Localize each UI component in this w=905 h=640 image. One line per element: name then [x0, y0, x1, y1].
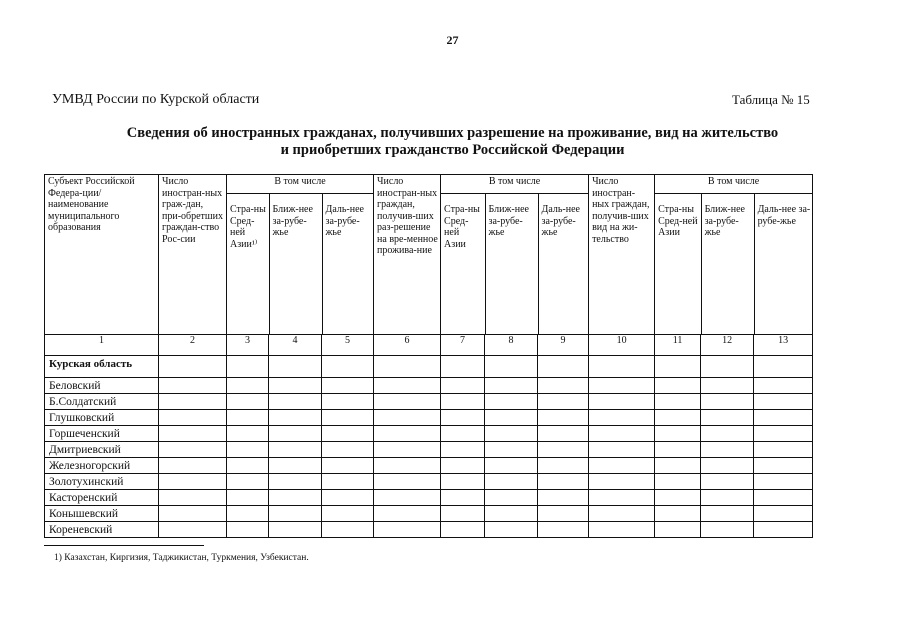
- column-number: 11: [655, 335, 701, 356]
- group-header-citizenship: [227, 175, 374, 335]
- sub-header-far-abroad: Даль-нее за-рубе-жье: [322, 194, 374, 334]
- table-cell: [374, 490, 441, 506]
- table-row: [45, 522, 813, 538]
- group-label: В том числе: [441, 175, 588, 194]
- table-cell: [538, 506, 589, 522]
- table-cell: [374, 474, 441, 490]
- organization-name: УМВД России по Курской области: [52, 92, 260, 107]
- table-cell: [538, 378, 589, 394]
- table-cell: [589, 522, 655, 538]
- table-cell: [441, 474, 485, 490]
- region-row: [45, 356, 813, 378]
- table-row: [45, 490, 813, 506]
- table-cell: [754, 522, 813, 538]
- table-cell: [227, 474, 269, 490]
- table-cell: [589, 426, 655, 442]
- table-cell: [322, 356, 374, 378]
- table-cell: [374, 442, 441, 458]
- table-cell: [227, 522, 269, 538]
- table-cell: [538, 394, 589, 410]
- table-cell: [485, 410, 538, 426]
- group-header-residence-permit: [655, 175, 813, 335]
- district-name: Горшеченский: [45, 426, 159, 442]
- table-cell: [655, 426, 701, 442]
- table-number: Таблица № 15: [732, 92, 810, 107]
- table-row: [45, 394, 813, 410]
- table-row: [45, 474, 813, 490]
- col10-header: Число иностран-ных граждан, получив-ших вид на жи-тельство: [589, 175, 655, 335]
- table-cell: [159, 410, 227, 426]
- column-number-row: [45, 335, 813, 356]
- footnote-divider: [44, 545, 204, 546]
- table-cell: [538, 410, 589, 426]
- table-cell: [441, 356, 485, 378]
- table-cell: [322, 378, 374, 394]
- sub-header-central-asia: Стра-ны Сред-ней Азии: [658, 204, 698, 238]
- sub-header-far-abroad: Даль-нее за-рубе-жье: [538, 194, 589, 334]
- sub-header-far-abroad: Даль-нее за-рубе-жье: [754, 194, 813, 334]
- table-cell: [441, 506, 485, 522]
- table-row: [45, 458, 813, 474]
- region-name: Курская область: [45, 356, 159, 378]
- table-cell: [159, 490, 227, 506]
- table-cell: [269, 522, 322, 538]
- table-cell: [701, 442, 754, 458]
- table-cell: [754, 356, 813, 378]
- district-name: Дмитриевский: [45, 442, 159, 458]
- table-cell: [701, 458, 754, 474]
- table-cell: [655, 442, 701, 458]
- table-cell: [701, 522, 754, 538]
- table-cell: [269, 378, 322, 394]
- table-cell: [441, 442, 485, 458]
- table-cell: [485, 522, 538, 538]
- table-cell: [754, 490, 813, 506]
- table-cell: [374, 458, 441, 474]
- table-cell: [269, 506, 322, 522]
- table-cell: [701, 506, 754, 522]
- column-number: 10: [589, 335, 655, 356]
- table-cell: [269, 474, 322, 490]
- table-cell: [754, 442, 813, 458]
- table-cell: [322, 394, 374, 410]
- table-cell: [754, 394, 813, 410]
- column-number: 6: [374, 335, 441, 356]
- table-cell: [269, 356, 322, 378]
- table-cell: [159, 442, 227, 458]
- table-cell: [655, 378, 701, 394]
- district-name: Б.Солдатский: [45, 394, 159, 410]
- sub-header-near-abroad: Ближ-нее за-рубе-жье: [701, 194, 754, 334]
- table-cell: [322, 506, 374, 522]
- table-cell: [538, 426, 589, 442]
- table-cell: [538, 356, 589, 378]
- district-rows: [45, 378, 813, 538]
- table-cell: [655, 490, 701, 506]
- table-cell: [754, 410, 813, 426]
- footnote: 1) Казахстан, Киргизия, Таджикистан, Туркмения, Узбекистан.: [54, 553, 309, 563]
- table-cell: [441, 522, 485, 538]
- table-cell: [227, 410, 269, 426]
- table-cell: [159, 458, 227, 474]
- table-cell: [159, 356, 227, 378]
- column-number: 9: [538, 335, 589, 356]
- table-cell: [754, 458, 813, 474]
- table-cell: [159, 522, 227, 538]
- table-cell: [227, 442, 269, 458]
- table-cell: [485, 378, 538, 394]
- table-cell: [538, 522, 589, 538]
- title-line-2: и приобретших гражданство Российской Федерации: [280, 142, 625, 158]
- sub-header-near-abroad: Ближ-нее за-рубе-жье: [269, 194, 322, 334]
- column-number: 8: [485, 335, 538, 356]
- group-label: В том числе: [227, 175, 373, 194]
- district-name: Конышевский: [45, 506, 159, 522]
- table-cell: [589, 356, 655, 378]
- table-cell: [441, 490, 485, 506]
- table-cell: [227, 356, 269, 378]
- table-cell: [322, 522, 374, 538]
- group-header-temporary-residence: [441, 175, 589, 335]
- table-cell: [322, 458, 374, 474]
- district-name: Железногорский: [45, 458, 159, 474]
- table-cell: [538, 458, 589, 474]
- table-cell: [655, 410, 701, 426]
- table-cell: [269, 426, 322, 442]
- table-row: [45, 506, 813, 522]
- table-cell: [441, 378, 485, 394]
- group-label: В том числе: [655, 175, 812, 194]
- document-title: [0, 125, 905, 159]
- col6-header: Число иностран-ных граждан, получив-ших раз-решение на вре-менное прожива-ние: [374, 175, 441, 335]
- table-cell: [269, 394, 322, 410]
- column-number: 5: [322, 335, 374, 356]
- table-cell: [269, 490, 322, 506]
- table-cell: [754, 378, 813, 394]
- district-name: Глушковский: [45, 410, 159, 426]
- table-cell: [159, 506, 227, 522]
- sub-header-central-asia: Стра-ны Сред-ней Азии: [444, 204, 480, 250]
- table-cell: [374, 356, 441, 378]
- table-cell: [589, 410, 655, 426]
- table-cell: [589, 394, 655, 410]
- table-cell: [655, 522, 701, 538]
- table-cell: [701, 378, 754, 394]
- table-cell: [159, 426, 227, 442]
- table-cell: [322, 474, 374, 490]
- table-cell: [485, 426, 538, 442]
- table-cell: [701, 410, 754, 426]
- table-cell: [589, 506, 655, 522]
- table-cell: [441, 410, 485, 426]
- table-cell: [159, 474, 227, 490]
- table-cell: [374, 522, 441, 538]
- column-number: 7: [441, 335, 485, 356]
- table-cell: [159, 394, 227, 410]
- table-cell: [322, 442, 374, 458]
- table-cell: [701, 394, 754, 410]
- table-cell: [485, 506, 538, 522]
- col2-header: Число иностран-ных граж-дан, при-обретших граждан-ство Рос-сии: [159, 175, 227, 335]
- table-cell: [227, 490, 269, 506]
- table-cell: [227, 458, 269, 474]
- column-number: 2: [159, 335, 227, 356]
- table-cell: [655, 394, 701, 410]
- table-cell: [655, 458, 701, 474]
- column-number: 3: [227, 335, 269, 356]
- table-cell: [538, 490, 589, 506]
- table-cell: [589, 474, 655, 490]
- table-cell: [227, 378, 269, 394]
- table-row: [45, 426, 813, 442]
- column-number: 1: [45, 335, 159, 356]
- header-row: [45, 175, 813, 335]
- table-cell: [538, 442, 589, 458]
- table-cell: [227, 394, 269, 410]
- table-row: [45, 378, 813, 394]
- table-cell: [485, 442, 538, 458]
- table-cell: [441, 458, 485, 474]
- statistics-table: [44, 174, 813, 538]
- table-cell: [269, 442, 322, 458]
- table-cell: [322, 490, 374, 506]
- page-number: 27: [446, 33, 459, 47]
- table-cell: [589, 490, 655, 506]
- table-cell: [589, 458, 655, 474]
- table-cell: [374, 506, 441, 522]
- table-cell: [538, 474, 589, 490]
- col1-header: Субъект Российской Федера-ции/наименование муниципального образования: [45, 175, 159, 335]
- table-cell: [655, 506, 701, 522]
- table-cell: [322, 410, 374, 426]
- district-name: Касторенский: [45, 490, 159, 506]
- table-row: [45, 410, 813, 426]
- table-cell: [269, 410, 322, 426]
- table-cell: [374, 410, 441, 426]
- table-cell: [485, 394, 538, 410]
- district-name: Беловский: [45, 378, 159, 394]
- table-cell: [485, 474, 538, 490]
- table-cell: [374, 394, 441, 410]
- sub-header-near-abroad: Ближ-нее за-рубе-жье: [485, 194, 538, 334]
- table-cell: [374, 378, 441, 394]
- table-cell: [589, 442, 655, 458]
- district-name: Золотухинский: [45, 474, 159, 490]
- table-cell: [754, 474, 813, 490]
- table-cell: [159, 378, 227, 394]
- title-line-1: Сведения об иностранных гражданах, получивших разрешение на проживание, вид на жительство: [126, 125, 779, 141]
- column-number: 4: [269, 335, 322, 356]
- table-cell: [227, 426, 269, 442]
- table-cell: [441, 394, 485, 410]
- table-cell: [701, 474, 754, 490]
- table-cell: [701, 426, 754, 442]
- district-name: Кореневский: [45, 522, 159, 538]
- table-cell: [441, 426, 485, 442]
- table-cell: [754, 506, 813, 522]
- column-number: 12: [701, 335, 754, 356]
- table-cell: [754, 426, 813, 442]
- table-cell: [655, 356, 701, 378]
- table-cell: [655, 474, 701, 490]
- table-cell: [701, 356, 754, 378]
- table-cell: [485, 356, 538, 378]
- table-cell: [485, 490, 538, 506]
- table-cell: [374, 426, 441, 442]
- table-cell: [701, 490, 754, 506]
- sub-header-central-asia: Стра-ны Сред-ней Азии¹⁾: [230, 204, 266, 250]
- table-cell: [269, 458, 322, 474]
- table-row: [45, 442, 813, 458]
- table-cell: [322, 426, 374, 442]
- table-cell: [227, 506, 269, 522]
- column-number: 13: [754, 335, 813, 356]
- table-cell: [485, 458, 538, 474]
- table-cell: [589, 378, 655, 394]
